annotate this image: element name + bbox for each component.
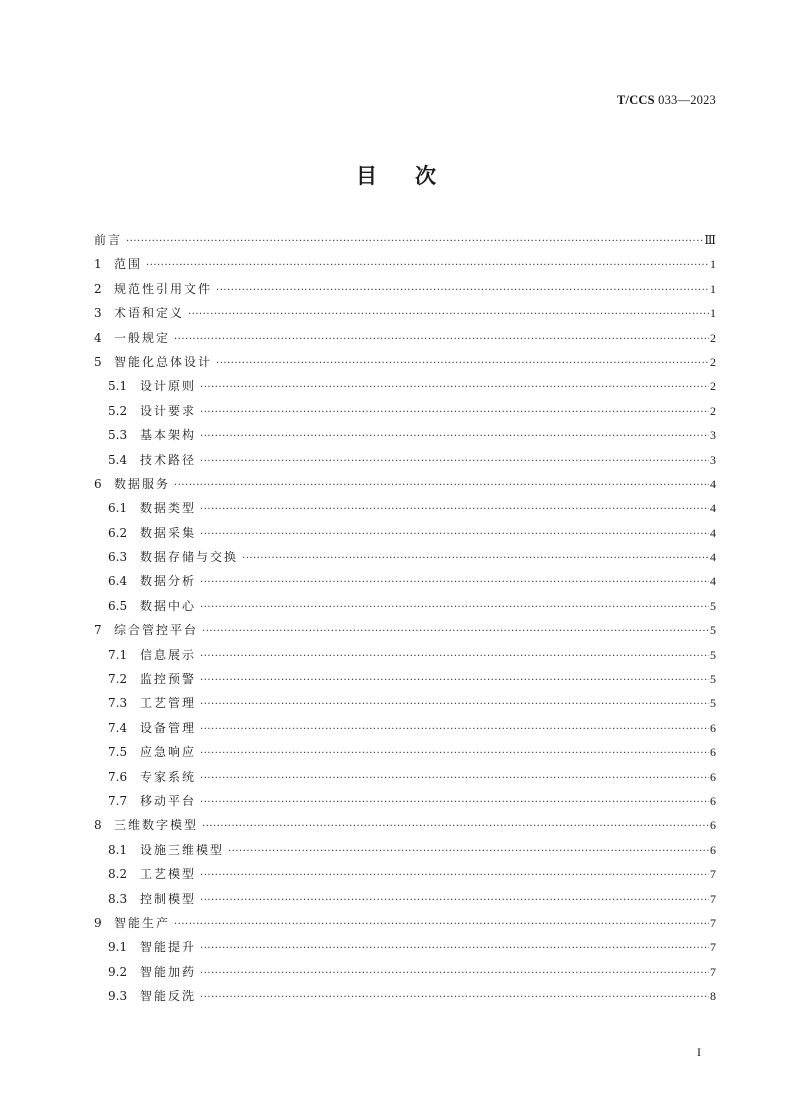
toc-entry-number: 9 — [94, 915, 102, 930]
toc-entry-title: 技术路径 — [140, 452, 197, 467]
toc-entry-title: 工艺管理 — [140, 696, 197, 711]
table-of-contents — [94, 228, 716, 1009]
toc-entry-number: 8.2 — [108, 867, 128, 882]
dot-leader — [188, 303, 709, 327]
dot-leader — [200, 986, 709, 1010]
toc-entry-page: 4 — [710, 476, 716, 491]
toc-entry[interactable] — [94, 252, 716, 276]
toc-entry[interactable] — [94, 374, 716, 398]
toc-entry-number: 8 — [94, 818, 102, 833]
toc-entry-number: 6.1 — [108, 501, 128, 516]
toc-entry-title: 术语和定义 — [114, 306, 185, 321]
dot-leader — [200, 718, 709, 742]
dot-leader — [200, 645, 709, 669]
toc-entry-title: 前言 — [94, 233, 123, 247]
toc-entry-number: 7.5 — [108, 745, 128, 760]
dot-leader — [200, 937, 709, 961]
dot-leader — [200, 450, 709, 474]
toc-entry-page: 6 — [710, 793, 716, 808]
toc-entry-page: 3 — [710, 452, 716, 467]
toc-entry-page: 5 — [710, 696, 716, 711]
dot-leader — [174, 474, 709, 498]
toc-entry-title: 数据分析 — [140, 574, 197, 589]
toc-entry-page: 6 — [710, 842, 716, 857]
toc-entry-title: 设计要求 — [140, 403, 197, 418]
toc-entry-number: 8.3 — [108, 891, 128, 906]
toc-entry-page: 7 — [710, 964, 716, 979]
toc-entry-title: 数据类型 — [140, 501, 197, 516]
toc-entry-title: 数据中心 — [140, 598, 197, 613]
dot-leader — [202, 620, 709, 644]
toc-entry-page: 4 — [710, 501, 716, 516]
toc-entry-page: 5 — [710, 672, 716, 687]
toc-entry-page: 1 — [710, 281, 716, 296]
dot-leader — [200, 791, 709, 815]
dot-leader — [200, 669, 709, 693]
dot-leader — [200, 376, 709, 400]
toc-entry[interactable] — [94, 691, 716, 715]
toc-entry-number: 5.1 — [108, 379, 128, 394]
toc-entry[interactable] — [94, 862, 716, 886]
toc-entry[interactable] — [94, 667, 716, 691]
toc-entry-title: 设备管理 — [140, 720, 197, 735]
toc-entry[interactable] — [94, 423, 716, 447]
toc-entry-page: 5 — [710, 647, 716, 662]
toc-entry-number: 5.4 — [108, 452, 128, 467]
dot-leader — [200, 596, 709, 620]
dot-leader — [174, 913, 709, 937]
toc-entry-title: 智能生产 — [114, 915, 171, 930]
toc-entry-title: 智能加药 — [140, 964, 197, 979]
toc-entry-page: 1 — [710, 306, 716, 321]
toc-entry-title: 数据存储与交换 — [140, 550, 239, 565]
toc-entry[interactable] — [94, 618, 716, 642]
dot-leader — [200, 571, 709, 595]
toc-entry-number: 6.2 — [108, 525, 128, 540]
toc-entry-page: 2 — [710, 379, 716, 394]
toc-entry-page: 4 — [710, 550, 716, 565]
toc-entry-page: 6 — [710, 720, 716, 735]
toc-entry-title: 设计原则 — [140, 379, 197, 394]
dot-leader — [200, 889, 709, 913]
toc-entry-page: 8 — [710, 989, 716, 1004]
toc-entry-number: 9.1 — [108, 940, 128, 955]
toc-entry-number: 5 — [94, 354, 102, 369]
toc-entry-page: 4 — [710, 574, 716, 589]
toc-entry[interactable] — [94, 399, 716, 423]
toc-entry-title: 应急响应 — [140, 745, 197, 760]
toc-entry[interactable] — [94, 960, 716, 984]
toc-entry-title: 三维数字模型 — [114, 818, 199, 833]
toc-entry-number: 6 — [94, 476, 102, 491]
toc-entry[interactable] — [94, 301, 716, 325]
toc-entry-number: 6.5 — [108, 598, 128, 613]
toc-entry[interactable] — [94, 277, 716, 301]
toc-entry[interactable] — [94, 594, 716, 618]
toc-entry-title: 监控预警 — [140, 672, 197, 687]
dot-leader — [202, 815, 709, 839]
toc-entry[interactable] — [94, 521, 716, 545]
page-title: 目次 — [356, 164, 474, 188]
toc-entry[interactable] — [94, 326, 716, 350]
dot-leader — [200, 864, 709, 888]
dot-leader — [200, 767, 709, 791]
toc-entry-page: 7 — [710, 940, 716, 955]
toc-entry-page: 2 — [710, 403, 716, 418]
dot-leader — [200, 523, 709, 547]
toc-entry-number: 7.2 — [108, 672, 128, 687]
toc-entry[interactable] — [94, 545, 716, 569]
dot-leader — [216, 352, 709, 376]
toc-entry-page: 2 — [710, 330, 716, 345]
toc-entry[interactable] — [94, 838, 716, 862]
toc-entry[interactable] — [94, 569, 716, 593]
toc-entry-title: 综合管控平台 — [114, 623, 199, 638]
dot-leader — [174, 328, 709, 352]
toc-entry[interactable] — [94, 228, 716, 252]
toc-entry-page: 7 — [710, 891, 716, 906]
toc-entry[interactable] — [94, 716, 716, 740]
toc-entry-title: 工艺模型 — [140, 867, 197, 882]
toc-entry-title: 一般规定 — [114, 330, 171, 345]
toc-entry[interactable] — [94, 472, 716, 496]
toc-entry-number: 7.6 — [108, 769, 128, 784]
toc-entry-number: 7.4 — [108, 720, 128, 735]
toc-entry-title: 专家系统 — [140, 769, 197, 784]
toc-entry-number: 5.2 — [108, 403, 128, 418]
toc-entry-title: 信息展示 — [140, 647, 197, 662]
toc-entry-title: 智能提升 — [140, 940, 197, 955]
toc-entry-number: 2 — [94, 281, 102, 296]
toc-entry[interactable] — [94, 448, 716, 472]
toc-entry-title: 基本架构 — [140, 428, 197, 443]
toc-entry-title: 智能反洗 — [140, 989, 197, 1004]
toc-entry[interactable] — [94, 984, 716, 1008]
toc-entry-page: 2 — [710, 354, 716, 369]
page-number: I — [697, 1045, 701, 1059]
toc-entry-page: 7 — [710, 867, 716, 882]
toc-entry[interactable] — [94, 496, 716, 520]
toc-entry-number: 5.3 — [108, 428, 128, 443]
toc-entry-number: 7.3 — [108, 696, 128, 711]
toc-entry-number: 7.1 — [108, 647, 128, 662]
toc-entry-page: 6 — [710, 745, 716, 760]
toc-entry-title: 数据服务 — [114, 476, 171, 491]
toc-entry-title: 设施三维模型 — [140, 842, 225, 857]
toc-entry[interactable] — [94, 643, 716, 667]
document-code — [617, 93, 716, 108]
toc-entry-number: 6.4 — [108, 574, 128, 589]
dot-leader — [200, 401, 709, 425]
standard-number: 033—2023 — [658, 93, 716, 107]
toc-entry-page: 5 — [710, 598, 716, 613]
toc-entry-number: 7.7 — [108, 793, 128, 808]
dot-leader — [228, 840, 709, 864]
toc-entry-number: 6.3 — [108, 550, 128, 565]
toc-entry-number: 9.3 — [108, 989, 128, 1004]
dot-leader — [200, 425, 709, 449]
toc-entry-page: 5 — [710, 623, 716, 638]
dot-leader — [216, 279, 709, 303]
toc-entry-number: 9.2 — [108, 964, 128, 979]
toc-entry-title: 规范性引用文件 — [114, 281, 213, 296]
toc-entry[interactable] — [94, 740, 716, 764]
toc-entry-page: 6 — [710, 769, 716, 784]
dot-leader — [200, 962, 709, 986]
toc-entry-number: 4 — [94, 330, 102, 345]
toc-entry-title: 控制模型 — [140, 891, 197, 906]
standard-prefix: T/CCS — [616, 93, 655, 107]
toc-entry-page: 7 — [710, 915, 716, 930]
toc-entry-title: 范围 — [114, 257, 143, 272]
toc-entry-page: 4 — [710, 525, 716, 540]
toc-entry-number: 3 — [94, 306, 102, 321]
dot-leader — [200, 742, 709, 766]
toc-entry-page: Ⅲ — [704, 233, 716, 247]
toc-entry[interactable] — [94, 350, 716, 374]
toc-entry-page: 3 — [710, 428, 716, 443]
toc-entry-title: 移动平台 — [140, 793, 197, 808]
toc-entry-number: 7 — [94, 623, 102, 638]
dot-leader — [242, 547, 709, 571]
toc-entry-number: 8.1 — [108, 842, 128, 857]
toc-entry-title: 智能化总体设计 — [114, 354, 213, 369]
toc-entry[interactable] — [94, 911, 716, 935]
toc-entry[interactable] — [94, 765, 716, 789]
toc-entry-number: 1 — [94, 257, 102, 272]
toc-entry-title: 数据采集 — [140, 525, 197, 540]
dot-leader — [146, 254, 709, 278]
dot-leader — [200, 498, 709, 522]
toc-entry[interactable] — [94, 935, 716, 959]
dot-leader — [200, 693, 709, 717]
toc-entry[interactable] — [94, 789, 716, 813]
toc-entry[interactable] — [94, 887, 716, 911]
toc-entry[interactable] — [94, 813, 716, 837]
dot-leader — [126, 230, 703, 254]
toc-entry-page: 6 — [710, 818, 716, 833]
toc-entry-page: 1 — [710, 257, 716, 272]
